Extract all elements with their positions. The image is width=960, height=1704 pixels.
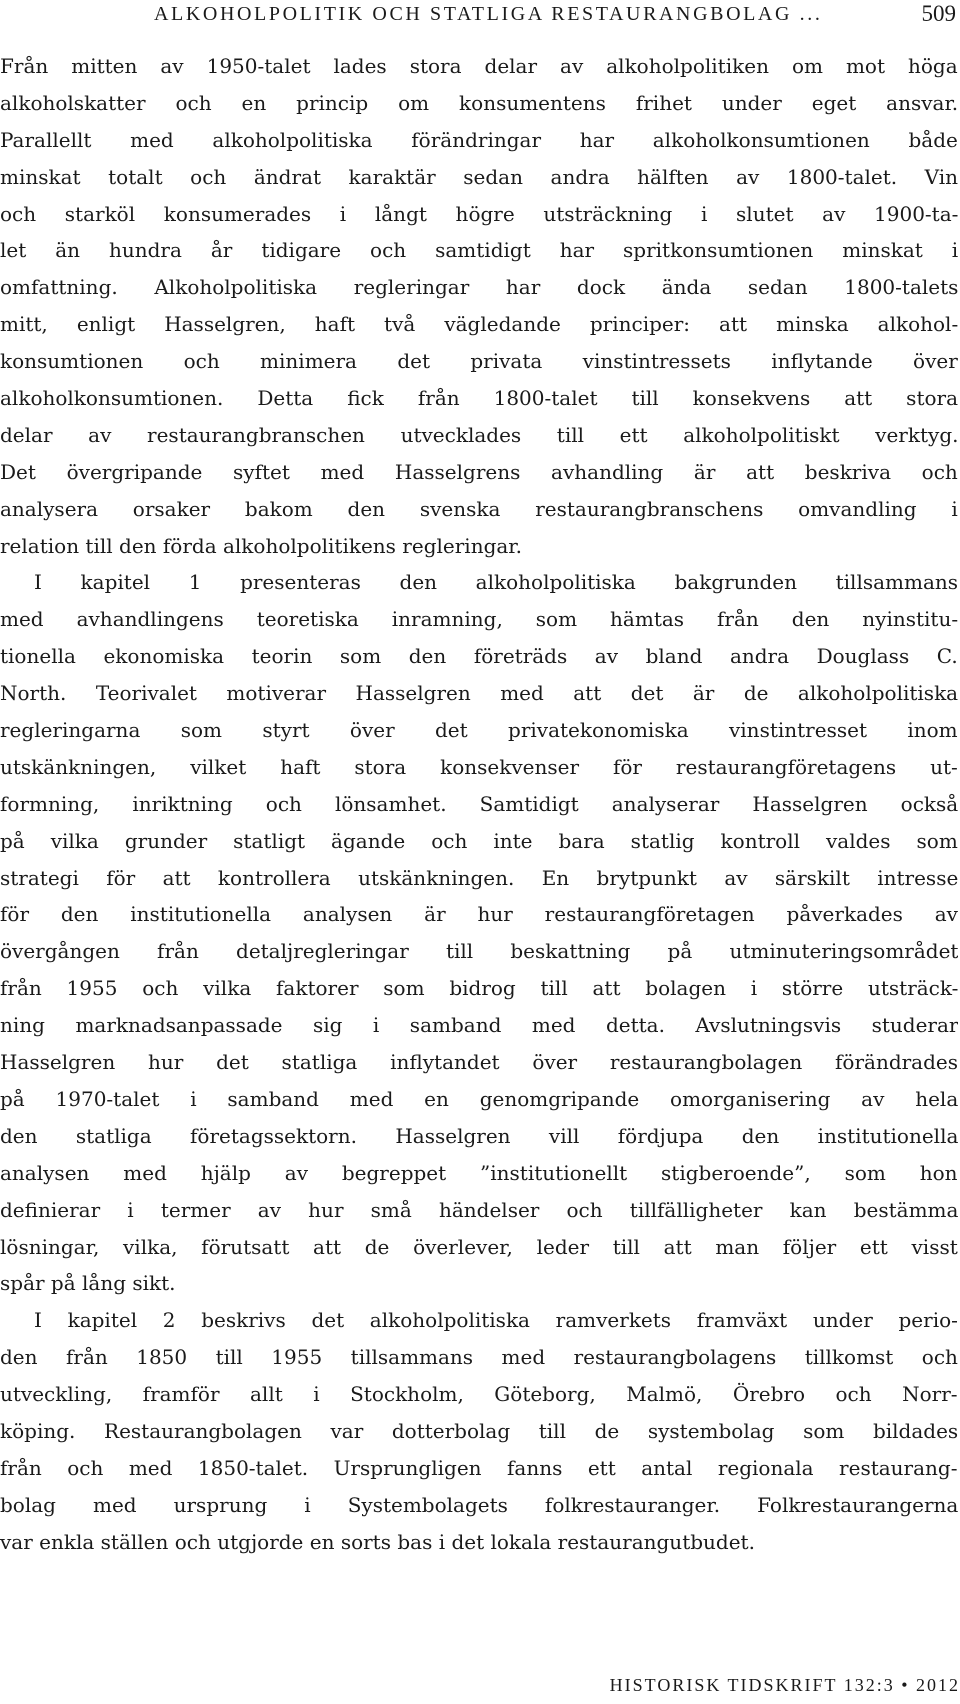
text-line: från och med 1850-talet. Ursprungligen fanns ett antal regionala restaurang- bbox=[0, 1455, 958, 1480]
text-line: minskat totalt och ändrat karaktär sedan andra hälften av 1800-talet. Vin bbox=[0, 164, 958, 189]
text-line: mitt, enligt Hasselgren, haft två vägledande principer: att minska alkohol- bbox=[0, 312, 958, 337]
text-line: ning marknadsanpassade sig i samband med detta. Avslutningsvis studerar bbox=[0, 1013, 958, 1038]
text-line: omfattning. Alkoholpolitiska regleringar har dock ända sedan 1800-talets bbox=[0, 275, 958, 300]
text-line: Parallellt med alkoholpolitiska förändringar har alkoholkonsumtionen både bbox=[0, 127, 958, 152]
text-line: den statliga företagssektorn. Hasselgren vill fördjupa den institutionella bbox=[0, 1123, 958, 1148]
text-line: utveckling, framför allt i Stockholm, Göteborg, Malmö, Örebro och Norr- bbox=[0, 1382, 958, 1407]
text-line: I kapitel 1 presenteras den alkoholpolitiska bakgrunden tillsammans bbox=[34, 570, 958, 595]
text-line: Från mitten av 1950-talet lades stora delar av alkoholpolitiken om mot höga bbox=[0, 54, 958, 78]
text-line: regleringarna som styrt över det privatekonomiska vinstintresset inom bbox=[0, 718, 958, 743]
page-number: 509 bbox=[921, 1, 956, 26]
paragraph bbox=[0, 564, 958, 1302]
text-line: formning, inriktning och lönsamhet. Samtidigt analyserar Hasselgren också bbox=[0, 791, 958, 816]
text-line: I kapitel 2 beskrivs det alkoholpolitiska ramverkets framväxt under perio- bbox=[34, 1308, 958, 1333]
text-line: Det övergripande syftet med Hasselgrens avhandling är att beskriva och bbox=[0, 459, 958, 484]
text-line: strategi för att kontrollera utskänkningen. En brytpunkt av särskilt intresse bbox=[0, 865, 958, 890]
text-line: let än hundra år tidigare och samtidigt har spritkonsumtionen minskat i bbox=[0, 238, 958, 263]
article-body bbox=[0, 48, 958, 1561]
text-line: på 1970-talet i samband med en genomgripande omorganisering av hela bbox=[0, 1086, 958, 1111]
text-line: utskänkningen, vilket haft stora konsekvenser för restaurangföretagens ut- bbox=[0, 754, 958, 779]
text-line: för den institutionella analysen är hur restaurangföretagen påverkades av bbox=[0, 902, 958, 927]
text-line: delar av restaurangbranschen utvecklades till ett alkoholpolitiskt verktyg. bbox=[0, 422, 958, 447]
text-line: analysera orsaker bakom den svenska restaurangbranschens omvandling i bbox=[0, 496, 958, 521]
text-line: North. Teorivalet motiverar Hasselgren med att det är de alkoholpolitiska bbox=[0, 681, 958, 706]
page-header bbox=[0, 0, 960, 28]
text-line: tionella ekonomiska teorin som den företräds av bland andra Douglass C. bbox=[0, 644, 958, 669]
text-line: analysen med hjälp av begreppet ”institutionellt stigberoende”, som hon bbox=[0, 1160, 958, 1185]
text-line: relation till den förda alkoholpolitikens regleringar. bbox=[0, 533, 523, 558]
text-line: köping. Restaurangbolagen var dotterbolag till de systembolag som bildades bbox=[0, 1418, 958, 1443]
text-line: med avhandlingens teoretiska inramning, som hämtas från den nyinstitu- bbox=[0, 607, 958, 632]
text-line: på vilka grunder statligt ägande och inte bara statlig kontroll valdes som bbox=[0, 828, 958, 853]
text-line: övergången från detaljregleringar till beskattning på utminuteringsområdet bbox=[0, 939, 958, 964]
text-line: lösningar, vilka, förutsatt att de överlever, leder till att man följer ett visst bbox=[0, 1234, 958, 1259]
text-line: Hasselgren hur det statliga inflytandet över restaurangbolagen förändrades bbox=[0, 1050, 958, 1075]
journal-footer: HISTORISK TIDSKRIFT 132:3 • 2012 bbox=[609, 1675, 960, 1695]
text-line: och starköl konsumerades i långt högre utsträckning i slutet av 1900-ta- bbox=[0, 201, 958, 226]
running-head: ALKOHOLPOLITIK OCH STATLIGA RESTAURANGBOLAG ... bbox=[154, 3, 823, 25]
text-line: den från 1850 till 1955 tillsammans med restaurangbolagens tillkomst och bbox=[0, 1345, 958, 1370]
text-line: alkoholskatter och en princip om konsumentens frihet under eget ansvar. bbox=[0, 90, 958, 115]
paragraph bbox=[0, 1302, 958, 1560]
text-line: spår på lång sikt. bbox=[0, 1271, 176, 1296]
text-line: bolag med ursprung i Systembolagets folkrestauranger. Folkrestaurangerna bbox=[0, 1492, 958, 1517]
text-line: var enkla ställen och utgjorde en sorts bas i det lokala restaurangutbudet. bbox=[0, 1529, 755, 1554]
text-line: konsumtionen och minimera det privata vinstintressets inflytande över bbox=[0, 349, 958, 374]
paragraph bbox=[0, 48, 958, 564]
text-line: definierar i termer av hur små händelser och tillfälligheter kan bestämma bbox=[0, 1197, 958, 1222]
text-line: alkoholkonsumtionen. Detta fick från 1800-talet till konsekvens att stora bbox=[0, 386, 958, 411]
text-line: från 1955 och vilka faktorer som bidrog till att bolagen i större utsträck- bbox=[0, 976, 958, 1001]
